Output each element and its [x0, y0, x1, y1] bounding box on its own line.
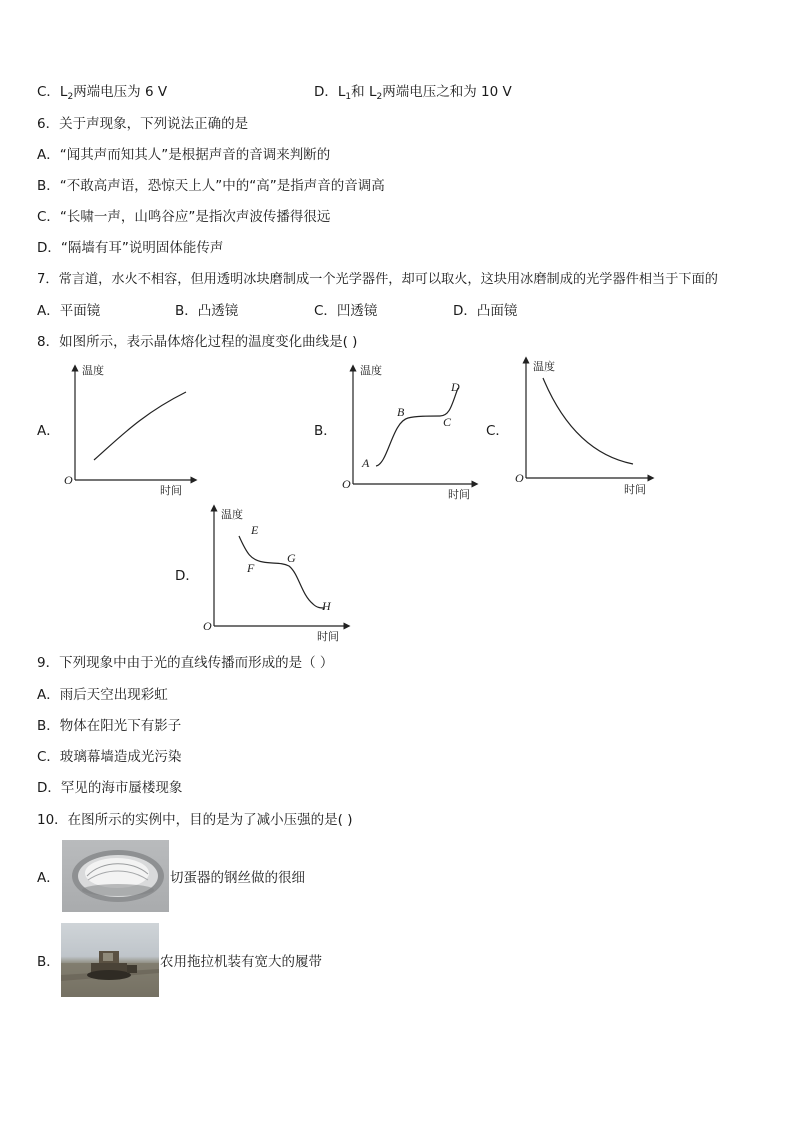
q10-stem: 10．在图所示的实例中，目的是为了减小压强的是( ) [37, 812, 353, 828]
graph-a-curve [94, 392, 186, 460]
q7-option-d: D．凸面镜 [453, 303, 518, 319]
q7-stem: 7．常言道，水火不相容，但用透明冰块磨制成一个光学器件，却可以取火，这块用冰磨制成的光学器件相当于下面的 [37, 272, 718, 287]
q10-option-b-letter: B． [37, 954, 60, 970]
graph-b [340, 364, 480, 502]
graph-b-point-b: B [397, 405, 405, 419]
tractor-image [61, 923, 159, 997]
q7-option-c: C．凹透镜 [314, 303, 378, 319]
graph-d-x-label: 时间 [317, 630, 339, 643]
q8-stem: 8．如图所示，表示晶体熔化过程的温度变化曲线是( ) [37, 334, 358, 350]
graph-d-origin: O [203, 619, 212, 633]
q9-option-c: C．玻璃幕墙造成光污染 [37, 749, 182, 765]
graph-a-x-label: 时间 [160, 484, 182, 497]
graph-d-letter: D． [175, 568, 199, 584]
egg-slicer-image [62, 840, 169, 912]
graph-c-x-label: 时间 [624, 483, 646, 496]
q6-option-c: C．“长啸一声，山鸣谷应”是指次声波传播得很远 [37, 209, 331, 225]
q6-option-b: B．“不敢高声语，恐惊天上人”中的“高”是指声音的音调高 [37, 178, 385, 194]
graph-a-letter: A． [37, 423, 60, 439]
q7-option-b: B．凸透镜 [175, 303, 239, 319]
graph-b-point-c: C [443, 415, 452, 429]
graph-b-y-label: 温度 [360, 364, 382, 377]
graph-d-point-h: H [322, 599, 331, 613]
graph-c [513, 356, 655, 496]
graph-b-point-d: D [451, 380, 460, 394]
graph-d-point-e: E [251, 523, 259, 537]
q5-option-d: D．$L_1$和 $L_2$两端电压之和为 10 V [314, 84, 512, 102]
graph-a-y-label: 温度 [82, 364, 104, 377]
graph-c-origin: O [515, 471, 524, 485]
q9-stem: 9．下列现象中由于光的直线传播而形成的是（ ） [37, 655, 334, 671]
graph-c-letter: C． [486, 423, 509, 439]
q9-option-b: B．物体在阳光下有影子 [37, 718, 182, 734]
tractor-illustration [61, 923, 159, 997]
q9-option-d: D．罕见的海市蜃楼现象 [37, 780, 183, 796]
graph-d [201, 504, 351, 644]
q10-option-b-text: 农用拖拉机装有宽大的履带 [160, 954, 322, 970]
q10-option-a-text: 切蛋器的钢丝做的很细 [170, 870, 305, 886]
graph-d-y-label: 温度 [221, 508, 243, 521]
graph-a [62, 362, 202, 497]
q9-option-a: A．雨后天空出现彩虹 [37, 687, 168, 703]
q6-stem: 6．关于声现象，下列说法正确的是 [37, 116, 249, 132]
graph-b-origin: O [342, 477, 351, 491]
graph-d-point-g: G [287, 551, 296, 565]
graph-a-origin: O [64, 473, 73, 487]
graph-b-letter: B． [314, 423, 337, 439]
q6-option-a: A．“闻其声而知其人”是根据声音的音调来判断的 [37, 147, 331, 163]
q10-option-a-letter: A． [37, 870, 60, 886]
graph-b-x-label: 时间 [448, 488, 470, 501]
graph-c-y-label: 温度 [533, 360, 555, 373]
graph-c-curve [543, 378, 633, 464]
egg-slicer-illustration [62, 840, 169, 912]
q6-option-d: D．“隔墙有耳”说明固体能传声 [37, 240, 224, 256]
graph-b-point-a: A [362, 456, 370, 470]
graph-d-point-f: F [247, 561, 255, 575]
q7-option-a: A．平面镜 [37, 303, 101, 319]
q5-option-c: C．$L_2$两端电压为 6 V [37, 84, 168, 102]
